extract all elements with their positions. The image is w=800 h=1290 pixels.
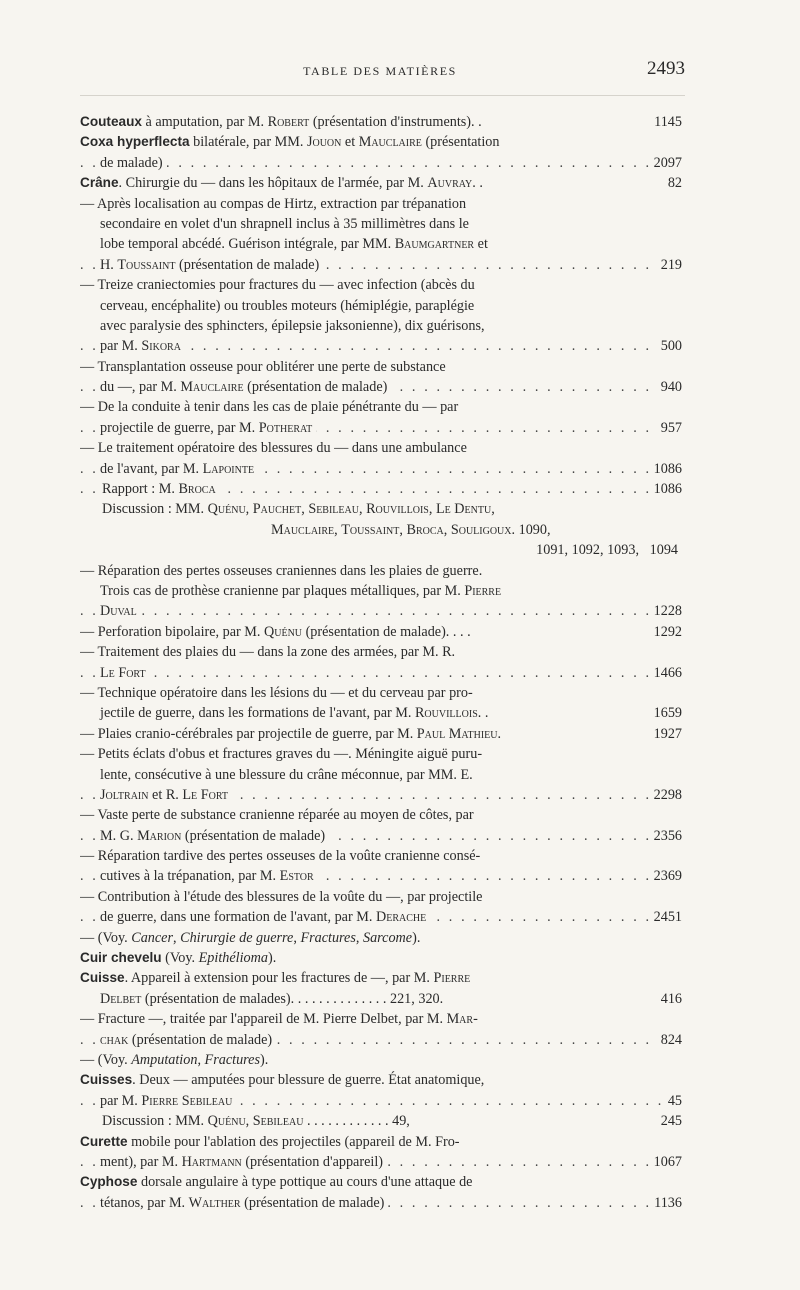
index-line	[80, 724, 682, 744]
index-line-text: Mauclaire, Toussaint, Broca, Souligoux. 1090,	[271, 522, 555, 538]
index-line-text: cutives à la trépanation, par M. Estor	[100, 868, 318, 884]
index-line-text: Curette mobile pour l'ablation des projectiles (appareil de M. Fro-	[80, 1134, 464, 1150]
index-line	[80, 968, 682, 988]
index-page-ref: 957	[657, 418, 682, 438]
index-line-text: Trois cas de prothèse cranienne par plaques métalliques, par M. Pierre	[100, 583, 505, 599]
index-line	[80, 418, 682, 438]
index-line-text: — Petits éclats d'obus et fractures graves du —. Méningite aiguë puru-	[80, 746, 486, 762]
index-line	[80, 1030, 682, 1050]
index-line-text: — Plaies cranio-cérébrales par projectile de guerre, par M. Paul Mathieu.	[80, 726, 505, 742]
index-page-ref: 1228	[650, 601, 682, 621]
index-page-ref: 2451	[650, 907, 682, 927]
index-line-text: jectile de guerre, dans les formations de l'avant, par M. Rouvillois. .	[100, 705, 492, 721]
index-line	[80, 336, 682, 356]
index-line-text: — Vaste perte de substance cranienne réparée au moyen de côtes, par	[80, 807, 478, 823]
index-line	[80, 581, 682, 601]
index-line	[80, 663, 682, 683]
index-line	[80, 1152, 682, 1172]
index-line	[80, 622, 682, 642]
index-line-text: — Réparation tardive des pertes osseuses de la voûte cranienne consé-	[80, 848, 484, 864]
index-line	[80, 153, 682, 173]
index-page-ref: 2369	[650, 866, 682, 886]
index-line-text: secondaire en volet d'un shrapnell inclus à 35 millimètres dans le	[100, 216, 473, 232]
index-line	[80, 1091, 682, 1111]
index-line-text: Joltrain et R. Le Fort	[100, 787, 232, 803]
index-line	[80, 703, 682, 723]
index-line-text: Crâne. Chirurgie du — dans les hôpitaux de l'armée, par M. Auvray. .	[80, 175, 487, 191]
index-line-text: Le Fort	[100, 665, 150, 681]
index-page-ref: 1466	[650, 663, 682, 683]
page-header	[80, 58, 685, 84]
index-line	[80, 866, 682, 886]
index-line	[80, 112, 682, 132]
index-line	[80, 459, 682, 479]
index-line-text: — Le traitement opératoire des blessures du — dans une ambulance	[80, 440, 471, 456]
index-line	[80, 744, 682, 764]
index-line	[80, 1193, 682, 1213]
index-line	[80, 1172, 682, 1192]
index-line	[80, 785, 682, 805]
index-line	[80, 561, 682, 581]
index-line-text: — (Voy. Cancer, Chirurgie de guerre, Fractures, Sarcome).	[80, 930, 424, 946]
index-entries	[80, 112, 682, 1213]
index-line	[80, 397, 682, 417]
index-line-text: par M. Sikora	[100, 338, 185, 354]
index-line-text: — Après localisation au compas de Hirtz, extraction par trépanation	[80, 196, 470, 212]
index-line	[80, 642, 682, 662]
index-line	[80, 132, 682, 152]
index-line	[80, 1132, 682, 1152]
index-page-ref: 45	[664, 1091, 682, 1111]
index-page-ref: 416	[657, 989, 682, 1009]
index-line	[80, 1070, 682, 1090]
index-line-text: — Treize craniectomies pour fractures du — avec infection (abcès du	[80, 277, 479, 293]
index-line-text: — Technique opératoire dans les lésions du — et du cerveau par pro-	[80, 685, 477, 701]
index-line	[80, 887, 682, 907]
index-line	[80, 316, 682, 336]
index-page-ref: 1927	[650, 724, 682, 744]
index-line	[80, 234, 682, 254]
index-line	[80, 1050, 682, 1070]
index-line	[80, 275, 682, 295]
index-line	[80, 765, 682, 785]
index-line-text: Duval	[100, 603, 141, 619]
index-line-text: lobe temporal abcédé. Guérison intégrale, par MM. Baumgartner et	[100, 236, 492, 252]
index-line-text: lente, consécutive à une blessure du crâne méconnue, par MM. E.	[100, 767, 477, 783]
index-line	[80, 1111, 682, 1131]
index-page-ref: 219	[657, 255, 682, 275]
index-line	[80, 438, 682, 458]
index-line-text: Cyphose dorsale angulaire à type pottique au cours d'une attaque de	[80, 1174, 476, 1190]
index-page-ref: 1136	[650, 1193, 682, 1213]
index-line-text: Cuir chevelu (Voy. Epithélioma).	[80, 950, 280, 966]
index-page-ref: 245	[657, 1111, 682, 1131]
index-line	[80, 826, 682, 846]
index-line-text: projectile de guerre, par M. Potherat	[100, 420, 316, 436]
index-line	[80, 520, 682, 540]
index-line	[80, 1009, 682, 1029]
index-line-text: Couteaux à amputation, par M. Robert (présentation d'instruments). .	[80, 114, 486, 130]
index-line-text: — Transplantation osseuse pour oblitérer une perte de substance	[80, 359, 450, 375]
index-page-ref: 1086	[650, 459, 682, 479]
index-page-ref: 1659	[650, 703, 682, 723]
index-line	[80, 194, 682, 214]
index-line-text: Cuisses. Deux — amputées pour blessure de guerre. État anatomique,	[80, 1072, 488, 1088]
index-line	[80, 989, 682, 1009]
index-page-ref: 824	[657, 1030, 682, 1050]
index-line-text: Discussion : MM. Quénu, Pauchet, Sebileau, Rouvillois, Le Dentu,	[102, 501, 499, 517]
index-line-text: Discussion : MM. Quénu, Sebileau . . . . . . . . . . . . 49,	[102, 1113, 414, 1129]
index-line	[80, 214, 682, 234]
index-line-text: Rapport : M. Broca	[102, 481, 220, 497]
index-line-text: de l'avant, par M. Lapointe	[100, 461, 258, 477]
index-page-ref: 940	[657, 377, 682, 397]
index-line-text: — Réparation des pertes osseuses craniennes dans les plaies de guerre.	[80, 563, 486, 579]
index-line-text: Cuisse. Appareil à extension pour les fractures de —, par M. Pierre	[80, 970, 474, 986]
index-line	[80, 805, 682, 825]
index-line	[80, 499, 682, 519]
index-line	[80, 683, 682, 703]
index-line-text: de guerre, dans une formation de l'avant, par M. Derache	[100, 909, 430, 925]
index-line-text: — Contribution à l'étude des blessures de la voûte du —, par projectile	[80, 889, 486, 905]
index-line-text: — De la conduite à tenir dans les cas de plaie pénétrante du — par	[80, 399, 462, 415]
index-line-text: — Traitement des plaies du — dans la zone des armées, par M. R.	[80, 644, 459, 660]
index-line-text: avec paralysie des sphincters, épilepsie jaksonienne), dix guérisons,	[100, 318, 489, 334]
index-page-ref: 500	[657, 336, 682, 356]
index-line	[80, 255, 682, 275]
index-line-text: par M. Pierre Sebileau	[100, 1093, 236, 1109]
index-line	[80, 377, 682, 397]
index-line-text: Coxa hyperflecta bilatérale, par MM. Jouon et Mauclaire (présentation	[80, 134, 504, 150]
index-line-text: de malade)	[100, 155, 167, 171]
index-line	[80, 948, 682, 968]
index-line-text: H. Toussaint (présentation de malade)	[100, 257, 323, 273]
index-line-text: — Perforation bipolaire, par M. Quénu (présentation de malade). . . .	[80, 624, 475, 640]
index-page-ref: 1067	[650, 1152, 682, 1172]
index-line-text: — Fracture —, traitée par l'appareil de M. Pierre Delbet, par M. Mar-	[80, 1011, 482, 1027]
index-line	[80, 928, 682, 948]
index-line-text: tétanos, par M. Walther (présentation de malade)	[100, 1195, 388, 1211]
index-line	[80, 296, 682, 316]
index-line-text: M. G. Marion (présentation de malade)	[100, 828, 329, 844]
index-line	[80, 601, 682, 621]
index-page-ref: 2097	[650, 153, 682, 173]
index-line-text: Delbet (présentation de malades). . . . . . . . . . . . . . 221, 320.	[100, 991, 447, 1007]
index-page-ref: 2298	[650, 785, 682, 805]
index-page-ref: 2356	[650, 826, 682, 846]
index-page-ref: 82	[664, 173, 682, 193]
index-line	[80, 173, 682, 193]
index-page-ref: 1145	[650, 112, 682, 132]
index-line	[80, 357, 682, 377]
page-number: 2493	[647, 58, 685, 79]
index-line-text: chak (présentation de malade)	[100, 1032, 276, 1048]
index-line	[80, 846, 682, 866]
index-line	[80, 479, 682, 499]
header-rule	[80, 95, 685, 96]
running-title: TABLE DES MATIÈRES	[303, 64, 457, 78]
index-line	[80, 540, 682, 560]
index-page-ref: 1086	[650, 479, 682, 499]
index-line-text: ment), par M. Hartmann (présentation d'appareil)	[100, 1154, 387, 1170]
index-line-text: 1091, 1092, 1093, 1094	[536, 542, 682, 558]
index-line-text: — (Voy. Amputation, Fractures).	[80, 1052, 272, 1068]
index-line-text: cerveau, encéphalite) ou troubles moteurs (hémiplégie, paraplégie	[100, 298, 478, 314]
index-line-text: du —, par M. Mauclaire (présentation de malade)	[100, 379, 391, 395]
index-page-ref: 1292	[650, 622, 682, 642]
index-line	[80, 907, 682, 927]
